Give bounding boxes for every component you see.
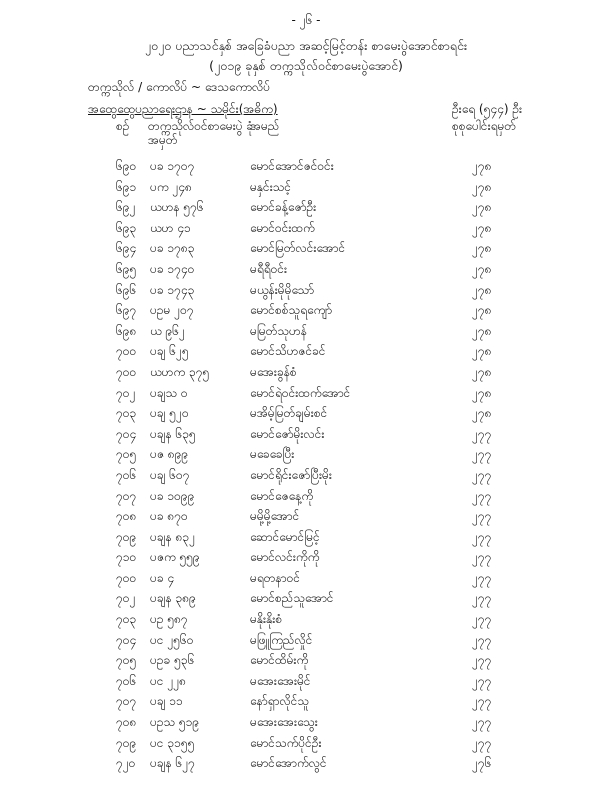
table-row bbox=[0, 240, 612, 261]
total-marks: ၂၇၇ bbox=[472, 612, 492, 627]
student-name: မောင်စစ်သူရကျော် bbox=[250, 303, 333, 318]
total-marks: ၂၇၇ bbox=[472, 653, 492, 668]
results-table bbox=[0, 158, 612, 776]
roll-number: ပချသ ၀ bbox=[150, 385, 188, 400]
student-name: မောင်အောက်လွင် bbox=[250, 756, 327, 771]
table-row bbox=[0, 529, 612, 550]
student-name: မဖြူကြည်လှိုင် bbox=[250, 632, 313, 647]
row-number: ၆၉၆ bbox=[116, 282, 137, 297]
roll-number: ပဥ ၅၈၇ bbox=[150, 612, 188, 627]
student-name: မခေခေပြီး bbox=[250, 447, 295, 462]
student-name: မောင်မြတ်လင်းအောင် bbox=[250, 241, 346, 256]
table-row bbox=[0, 467, 612, 488]
student-name: မရတနာဝင် bbox=[250, 570, 300, 585]
row-number: ၇၀၃ bbox=[116, 612, 137, 627]
row-number: ၇၁၀ bbox=[116, 550, 137, 565]
table-row bbox=[0, 405, 612, 426]
row-number: ၆၉၇ bbox=[116, 303, 137, 318]
row-number: ၆၉၄ bbox=[116, 241, 137, 256]
total-marks: ၂၇၇ bbox=[472, 488, 492, 503]
total-marks: ၂၇၇ bbox=[472, 673, 492, 688]
row-number: ၇၀၂ bbox=[116, 591, 136, 606]
row-number: ၆၉၃ bbox=[116, 220, 137, 235]
student-name: မောင်ခန့်ဇော်ဦး bbox=[250, 200, 317, 215]
table-row bbox=[0, 158, 612, 179]
student-name: မနိုးနိုးစံ bbox=[250, 612, 283, 627]
total-marks: ၂၇၇ bbox=[472, 550, 492, 565]
row-number: ၇၀၄ bbox=[116, 632, 137, 647]
roll-number: ပချ ၅၂၀ bbox=[150, 406, 189, 421]
table-row bbox=[0, 488, 612, 509]
student-name: မအေးခွန်စံ bbox=[250, 364, 297, 379]
roll-number: ပချ ၁၁ bbox=[150, 694, 183, 709]
row-number: ၇၀၃ bbox=[116, 406, 137, 421]
total-marks: ၂၇၇ bbox=[472, 447, 492, 462]
student-name: မောင်ဝင်းထက် bbox=[250, 220, 315, 235]
row-number: ၇၀၇ bbox=[116, 488, 137, 503]
student-name: မမြတ်သုဟန် bbox=[250, 323, 307, 338]
row-number: ၇၀၆ bbox=[116, 673, 137, 688]
table-row bbox=[0, 735, 612, 756]
table-row bbox=[0, 549, 612, 570]
roll-number: ပခ ၁၇၈၃ bbox=[150, 241, 195, 256]
roll-number: ပက ၂၄၈ bbox=[150, 179, 192, 194]
student-name: မအေးအေးသွေး bbox=[250, 715, 318, 730]
row-number: ၇၀၀ bbox=[116, 344, 137, 359]
row-number: ၇၀၂ bbox=[116, 385, 136, 400]
total-marks: ၂၇၇ bbox=[472, 529, 492, 544]
roll-number: ပခ ၁၇၄၃ bbox=[150, 282, 195, 297]
row-number: ၇၀၈ bbox=[116, 509, 137, 524]
row-number: ၆၉၀ bbox=[116, 159, 137, 173]
table-row bbox=[0, 323, 612, 344]
student-name: မနှင်းသင့် bbox=[250, 179, 292, 194]
table-row bbox=[0, 343, 612, 364]
page-number: - ၂၆ - bbox=[291, 13, 321, 27]
table-row bbox=[0, 446, 612, 467]
total-marks: ၂၇၇ bbox=[472, 715, 492, 730]
roll-number: ပခ ၈၇၀ bbox=[150, 509, 188, 524]
row-number: ၇၀၇ bbox=[116, 694, 137, 709]
roll-number: ပချန ၆၃၅ bbox=[150, 426, 196, 441]
roll-number: ပဥမ ၂၀၇ bbox=[150, 303, 194, 318]
row-number: ၇၂၀ bbox=[116, 756, 136, 771]
total-marks: ၂၇၈ bbox=[472, 261, 492, 276]
roll-number: ပဥသ ၅၁၉ bbox=[150, 715, 200, 730]
table-row bbox=[0, 220, 612, 241]
row-number: ၇၀၉ bbox=[116, 735, 137, 750]
student-name: မယွန်းမိုမိုသော် bbox=[250, 282, 315, 297]
total-marks: ၂၇၆ bbox=[472, 756, 492, 771]
total-marks: ၂၇၈ bbox=[472, 179, 492, 194]
table-row bbox=[0, 590, 612, 611]
student-name: မောင်လင်းကိုကို bbox=[250, 550, 320, 565]
total-marks: ၂၇၈ bbox=[472, 406, 492, 421]
total-marks: ၂၇၇ bbox=[472, 426, 492, 441]
student-name: မောင်ဇော်မိုးလင်း bbox=[250, 426, 325, 441]
table-row bbox=[0, 508, 612, 529]
roll-number: ပခ ၁၇၀၇ bbox=[150, 159, 195, 173]
student-name: မမို့မို့အောင် bbox=[250, 509, 300, 524]
roll-number: ပချ ၆၂၅ bbox=[150, 344, 189, 359]
row-number: ၆၉၂ bbox=[116, 200, 136, 215]
roll-number: ပချန ၃၈၉ bbox=[150, 591, 196, 606]
roll-number: ပချန ၈၃၂ bbox=[150, 529, 196, 544]
institution-line: တက္ကသိုလ် / ကောလိပ် ~ ဒေသကောလိပ် bbox=[88, 80, 271, 94]
roll-number: ပချ ၆၀၇ bbox=[150, 467, 190, 482]
table-row bbox=[0, 714, 612, 735]
roll-number: ပင ၃၁၅၅ bbox=[150, 735, 195, 750]
roll-number: ပခ ၄ bbox=[150, 570, 175, 585]
total-marks: ၂၇၇ bbox=[472, 694, 492, 709]
roll-number: ပခ ၁၀၉၉ bbox=[150, 488, 195, 503]
student-name: မောင်ဇေနေ့ကို bbox=[250, 488, 314, 503]
column-header-marks: စုစုပေါင်းရမှတ် bbox=[452, 119, 517, 133]
table-row bbox=[0, 282, 612, 303]
document-title: ၂၀၂၀ ပညာသင်နှစ် အခြေခံပညာ အဆင့်မြင့်တန်း စာမေးပွဲအောင်စာရင်း bbox=[144, 38, 468, 53]
student-name: မောင်သိဟဇင်ခင် bbox=[250, 344, 326, 359]
total-count: ဦးရေ (၅၄၄) ဦး bbox=[452, 102, 523, 116]
roll-number: ပဇက ၅၅၉ bbox=[150, 550, 200, 565]
student-name: ဆောင်မောင်မြင့် bbox=[250, 529, 320, 544]
roll-number: ပချန ၆၂၇ bbox=[150, 756, 195, 771]
row-number: ၆၉၁ bbox=[116, 179, 137, 194]
roll-number: ပင ၂၂၈ bbox=[150, 673, 186, 688]
row-number: ၆၉၅ bbox=[116, 261, 137, 276]
total-marks: ၂၇၇ bbox=[472, 467, 492, 482]
table-row bbox=[0, 385, 612, 406]
student-name: မောင်စည်သူအောင် bbox=[250, 591, 334, 606]
table-row bbox=[0, 199, 612, 220]
table-row bbox=[0, 693, 612, 714]
table-row bbox=[0, 426, 612, 447]
row-number: ၇၀၀ bbox=[116, 364, 137, 379]
row-number: ၇၀၅ bbox=[116, 447, 137, 462]
table-row bbox=[0, 364, 612, 385]
student-name: နော်ရှာလိုင်သူ bbox=[250, 694, 309, 709]
roll-number: ယ ၉၆၂ bbox=[150, 323, 185, 338]
table-row bbox=[0, 755, 612, 776]
roll-number: ပင ၂၅၆၀ bbox=[150, 632, 194, 647]
total-marks: ၂၇၈ bbox=[472, 200, 492, 215]
row-number: ၆၉၈ bbox=[116, 323, 137, 338]
roll-number: ယဟန ၅၇၆ bbox=[150, 200, 204, 215]
student-name: မောင်အောင်ဇင်ဝင်း bbox=[250, 159, 334, 173]
roll-number: ယဟ ၄၁ bbox=[150, 220, 191, 235]
table-row bbox=[0, 673, 612, 694]
table-row bbox=[0, 302, 612, 323]
table-row bbox=[0, 179, 612, 200]
row-number: ၇၀၈ bbox=[116, 715, 137, 730]
student-name: မောင်သက်ပိုင်ဦး bbox=[250, 735, 322, 750]
column-header-name: အမည် bbox=[250, 119, 280, 133]
subject-line: အထွေထွေပညာရေးဌာန ~ သမိုင်း(အဓိက) bbox=[88, 102, 278, 116]
row-number: ၇၀၄ bbox=[116, 426, 137, 441]
table-row bbox=[0, 611, 612, 632]
student-name: မအေးအေးမိုင် bbox=[250, 673, 311, 688]
total-marks: ၂၇၈ bbox=[472, 303, 492, 318]
table-row bbox=[0, 570, 612, 591]
student-name: မရီရီဝင်း bbox=[250, 261, 288, 276]
student-name: မောင်ရိုင်းဇော်ပြီးမိုး bbox=[250, 467, 332, 482]
column-header-no: စဉ် bbox=[116, 119, 130, 133]
total-marks: ၂၇၈ bbox=[472, 344, 492, 359]
total-marks: ၂၇၇ bbox=[472, 632, 492, 647]
document-subtitle: (၂၀၁၉ ခုနှစ် တက္ကသိုလ်ဝင်စာမေးပွဲအောင်) bbox=[209, 58, 403, 73]
roll-number: ယဟက ၃၇၅ bbox=[150, 364, 210, 379]
total-marks: ၂၇၈ bbox=[472, 241, 492, 256]
total-marks: ၂၇၇ bbox=[472, 509, 492, 524]
total-marks: ၂၇၇ bbox=[472, 570, 492, 585]
total-marks: ၂၇၈ bbox=[472, 385, 492, 400]
total-marks: ၂၇၈ bbox=[472, 220, 492, 235]
roll-number: ပဇ ၈၉၉ bbox=[150, 447, 189, 462]
total-marks: ၂၇၇ bbox=[472, 735, 492, 750]
roll-number: ပခ ၁၇၄၀ bbox=[150, 261, 195, 276]
student-name: မောင်ရဲဝင်းထက်အောင် bbox=[250, 385, 351, 400]
student-name: မအိမ့်မြတ်ချမ်းစင် bbox=[250, 406, 328, 421]
row-number: ၇၀၉ bbox=[116, 529, 137, 544]
column-header-roll: တက္ကသိုလ်ဝင်စာမေးပွဲ ခုံအမှတ် bbox=[148, 119, 254, 147]
total-marks: ၂၇၈ bbox=[472, 323, 492, 338]
total-marks: ၂၇၈ bbox=[472, 159, 492, 173]
table-row bbox=[0, 632, 612, 653]
roll-number: ပဥခ ၅၃၆ bbox=[150, 653, 195, 668]
total-marks: ၂၇၇ bbox=[472, 591, 492, 606]
row-number: ၇၀၆ bbox=[116, 467, 137, 482]
row-number: ၇၀၀ bbox=[116, 570, 137, 585]
table-row bbox=[0, 652, 612, 673]
student-name: မောင်ထိမ်းကို bbox=[250, 653, 309, 668]
total-marks: ၂၇၈ bbox=[472, 364, 492, 379]
total-marks: ၂၇၈ bbox=[472, 282, 492, 297]
table-row bbox=[0, 261, 612, 282]
row-number: ၇၀၅ bbox=[116, 653, 137, 668]
